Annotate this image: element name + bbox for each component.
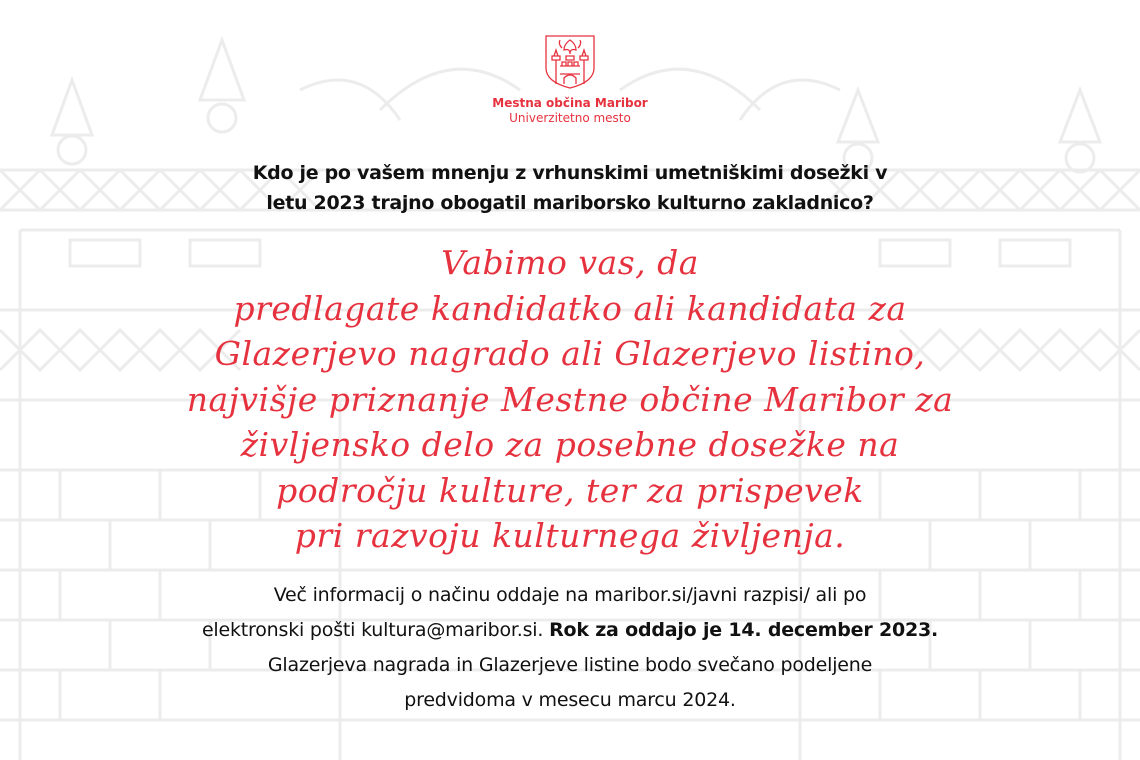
question-heading [0,158,1140,218]
logo [0,34,1140,125]
invitation-line: življensko delo za posebne dosežke na [240,425,900,464]
maribor-coat-of-arms-icon [542,34,598,90]
logo-title: Mestna občina Maribor [492,96,648,110]
invitation-line: pri razvoju kulturnega življenja. [294,516,846,555]
invitation-line: najvišje priznanje Mestne občine Maribor za [186,379,954,419]
question-line: Kdo je po vašem mnenju z vrhunskimi umetniškimi dosežki v [252,162,888,184]
invitation-line: predlagate kandidatko ali kandidata za [233,288,907,328]
invitation-text [0,240,1140,559]
info-line: Več informacij o načinu oddaje na maribor.si/javni razpisi/ ali po [273,584,867,606]
logo-subtitle: Univerzitetno mesto [509,111,631,125]
invitation-line: Glazerjevo nagrado ali Glazerjevo listino, [214,334,926,373]
invitation-line: Vabimo vas, da [441,243,699,282]
info-email-text: elektronski pošti kultura@maribor.si. [201,619,544,641]
question-line: letu 2023 trajno obogatil mariborsko kulturno zakladnico? [266,192,874,214]
info-line: Glazerjeva nagrada in Glazerjeve listine bodo svečano podeljene [267,654,873,676]
info-line-deadline [0,613,1140,648]
deadline-text: Rok za oddajo je 14. december 2023. [549,619,939,641]
info-line: predvidoma v mesecu marcu 2024. [404,689,736,711]
info-text [0,578,1140,718]
invitation-line: področju kulture, ter za prispevek [276,470,864,510]
